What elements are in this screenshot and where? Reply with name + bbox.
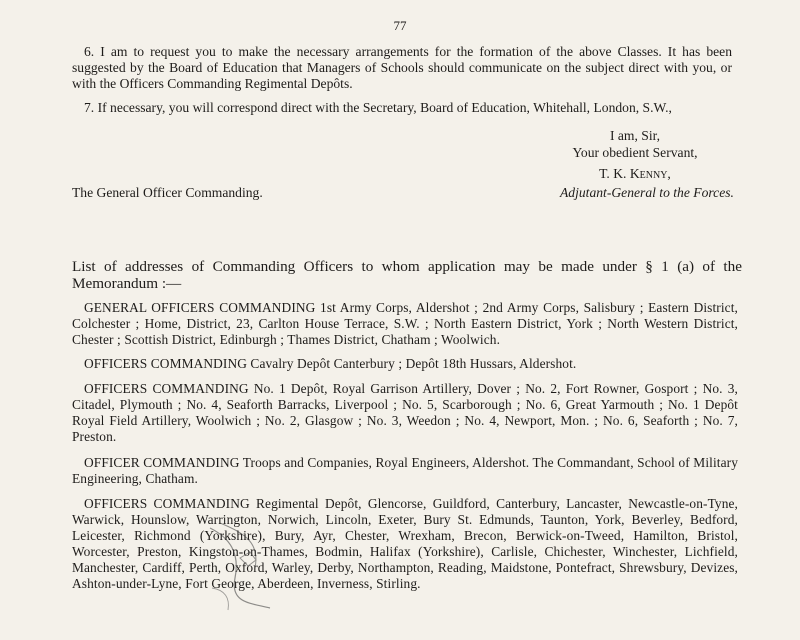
addressee: The General Officer Commanding. xyxy=(72,185,263,200)
closing-block xyxy=(520,127,750,182)
closing-servant: Your obedient Servant, xyxy=(572,145,698,160)
paragraph-7: 7. If necessary, you will correspond direct with the Secretary, Board of Education, Whitehall, London, S.W., xyxy=(84,100,672,115)
signatory-name: T. K. Kenny, xyxy=(599,166,671,181)
closing-salutation: I am, Sir, xyxy=(609,128,661,143)
section-engineers: OFFICER COMMANDING Troops and Companies, Royal Engineers, Aldershot. The Commandant, School of Military Engineering, Chatham. xyxy=(72,455,738,486)
library-stamp-mark xyxy=(200,518,290,613)
list-heading: List of addresses of Commanding Officers to whom application may be made under § 1 (a) of the Memorandum :— xyxy=(72,258,742,292)
paragraph-6: 6. I am to request you to make the necessary arrangements for the formation of the above Classes. It has been suggested by the Board of Education that Managers of Schools should communicate on the subject direct with you, or with the Officers Commanding Regimental Depôts. xyxy=(72,44,732,91)
section-artillery: OFFICERS COMMANDING No. 1 Depôt, Royal Garrison Artillery, Dover ; No. 2, Fort Rowner, Gosport ; No. 3, Citadel, Plymouth ; No. 4, Seaforth Barracks, Liverpool ; No. 5, Scarborough ; No. 6, Great Yarmouth ; No. 1 Depôt Royal Field Artillery, Woolwich ; No. 2, Glasgow ; No. 3, Weedon ; No. 4, Newport, Mon. ; No. 6, Seaforth ; No. 7, Preston. xyxy=(72,381,738,444)
section-general-officers: GENERAL OFFICERS COMMANDING 1st Army Corps, Aldershot ; 2nd Army Corps, Salisbury ; Eastern District, Colchester ; Home, District, 23, Carlton House Terrace, S.W. ; North Eastern District, York ; North Western District, Chester ; Scottish District, Edinburgh ; Thames District, Chatham ; Woolwich. xyxy=(72,300,738,347)
section-cavalry: OFFICERS COMMANDING Cavalry Depôt Canterbury ; Depôt 18th Hussars, Aldershot. xyxy=(84,356,577,371)
page-number: 77 xyxy=(393,18,407,33)
section-regimental: OFFICERS COMMANDING Regimental Depôt, Glencorse, Guildford, Canterbury, Lancaster, Newcastle-on-Tyne, Warwick, Hounslow, Warrington, Norwich, Lincoln, Exeter, Bury St. Edmunds, Taunton, York, Beverley, Bedford, Leicester, Richmond (Yorkshire), Bury, Ayr, Chester, Wrexham, Brecon, Berwick-on-Tweed, Hamilton, Bristol, Worcester, Preston, Kingston-on-Thames, Bodmin, Halifax (Yorkshire), Carlisle, Chichester, Winchester, Lichfield, Manchester, Cardiff, Perth, Oxford, Warley, Derby, Northampton, Reading, Maidstone, Pontefract, Shrewsbury, Devizes, Ashton-under-Lyne, Fort George, Aberdeen, Inverness, Stirling. xyxy=(72,496,738,591)
signatory-title: Adjutant-General to the Forces. xyxy=(560,185,734,200)
